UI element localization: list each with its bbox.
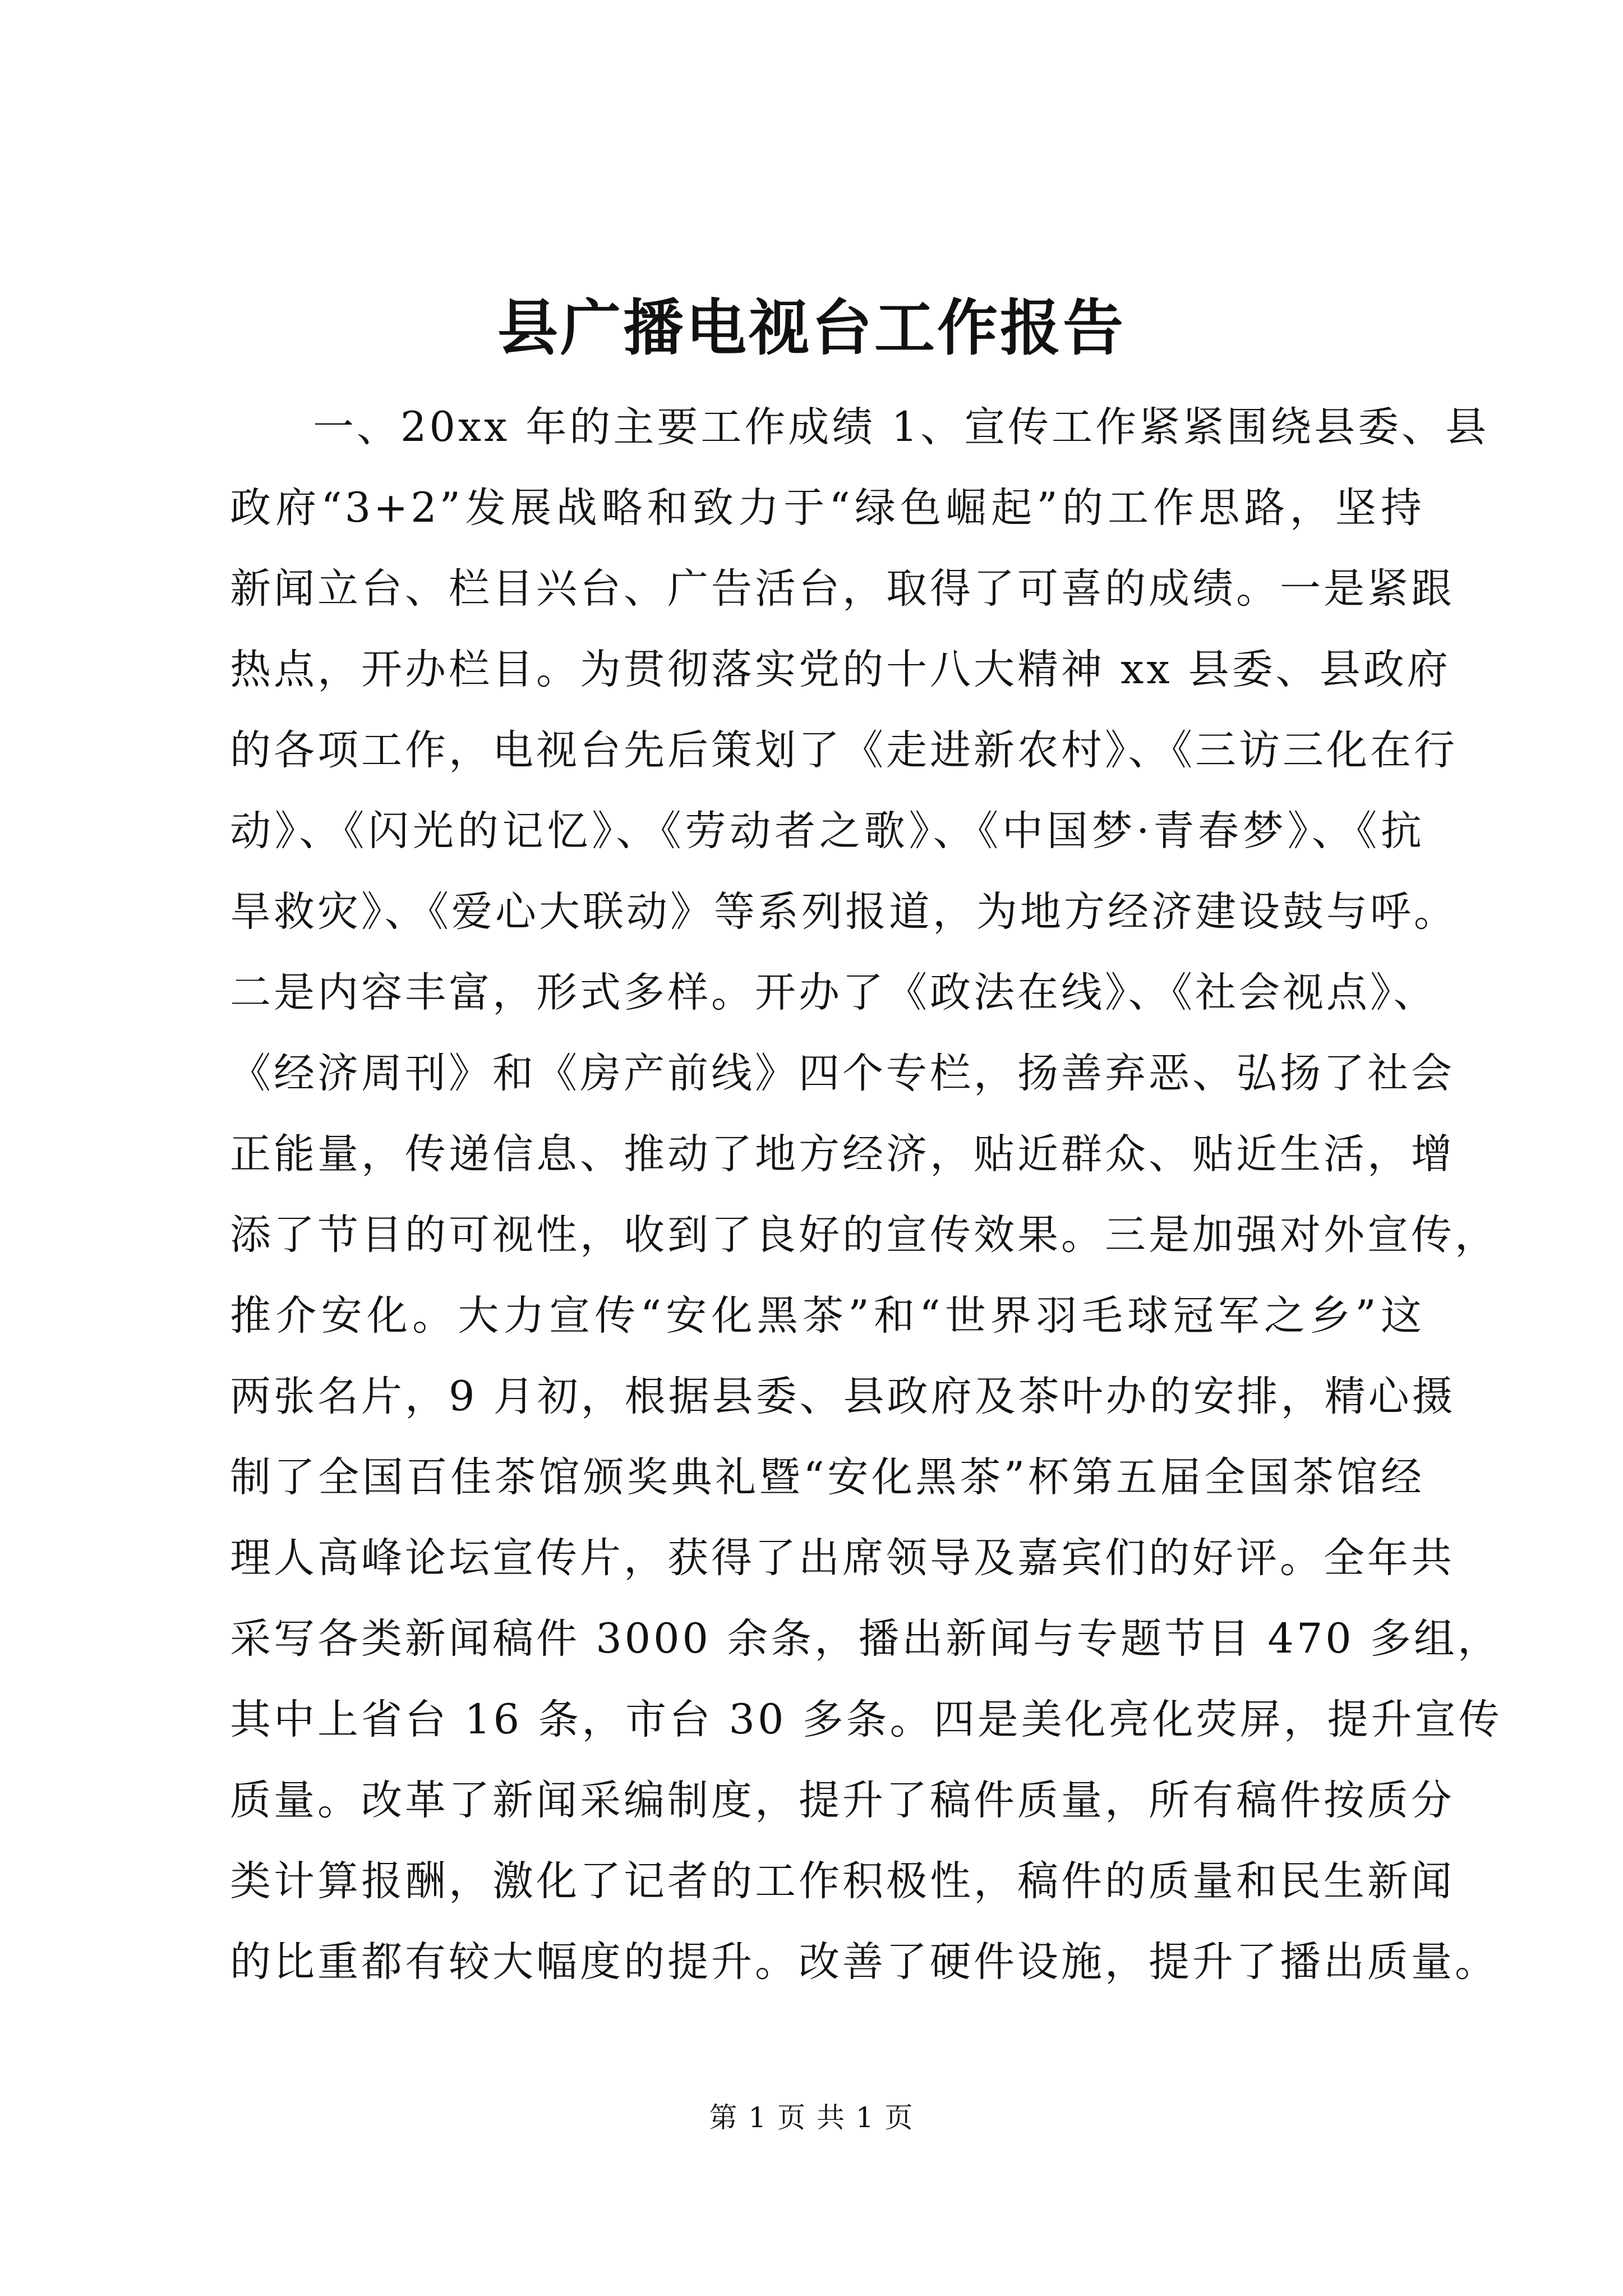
body-line: 制了全国百佳茶馆颁奖典礼暨“安化黑茶”杯第五届全国茶馆经 <box>230 1453 1424 1501</box>
body-line: 采写各类新闻稿件 3000 余条，播出新闻与专题节目 470 多组， <box>230 1615 1501 1663</box>
body-line: 新闻立台、栏目兴台、广告活台，取得了可喜的成绩。一是紧跟 <box>230 565 1455 613</box>
body-line: 旱救灾》、《爱心大联动》等系列报道，为地方经济建设鼓与呼。 <box>230 888 1458 936</box>
body-line: 的各项工作，电视台先后策划了《走进新农村》、《三访三化在行 <box>230 726 1458 774</box>
body-line: 正能量，传递信息、推动了地方经济，贴近群众、贴近生活，增 <box>230 1130 1455 1178</box>
body-line: 的比重都有较大幅度的提升。改善了硬件设施，提升了播出质量。 <box>230 1938 1498 1986</box>
body-line: 《经济周刊》和《房产前线》四个专栏，扬善弃恶、弘扬了社会 <box>230 1050 1455 1097</box>
body-line: 热点，开办栏目。为贯彻落实党的十八大精神 xx 县委、县政府 <box>230 646 1451 693</box>
body-line: 二是内容丰富，形式多样。开办了《政法在线》、《社会视点》、 <box>230 969 1437 1016</box>
body-line: 两张名片，9 月初，根据县委、县政府及茶叶办的安排，精心摄 <box>230 1373 1456 1420</box>
body-line: 一、20xx 年的主要工作成绩 1、宣传工作紧紧围绕县委、县 <box>313 403 1490 451</box>
page-footer: 第 1 页 共 1 页 <box>709 2101 914 2134</box>
document-title: 县广播电视台工作报告 <box>497 293 1126 364</box>
body-line: 添了节目的可视性，收到了良好的宣传效果。三是加强对外宣传， <box>230 1211 1498 1259</box>
body-line: 类计算报酬，激化了记者的工作积极性，稿件的质量和民生新闻 <box>230 1857 1455 1905</box>
body-line: 动》、《闪光的记忆》、《劳动者之歌》、《中国梦·青春梦》、《抗 <box>230 807 1424 855</box>
body-line: 其中上省台 16 条，市台 30 多条。四是美化亮化荧屏，提升宣传 <box>230 1696 1502 1743</box>
body-line: 理人高峰论坛宣传片，获得了出席领导及嘉宾们的好评。全年共 <box>230 1534 1455 1582</box>
body-line: 推介安化。大力宣传“安化黑茶”和“世界羽毛球冠军之乡”这 <box>230 1292 1424 1340</box>
body-line: 质量。改革了新闻采编制度，提升了稿件质量，所有稿件按质分 <box>230 1777 1455 1824</box>
document-body <box>230 387 1502 2003</box>
body-line: 政府“3+2”发展战略和致力于“绿色崛起”的工作思路，坚持 <box>230 484 1424 532</box>
